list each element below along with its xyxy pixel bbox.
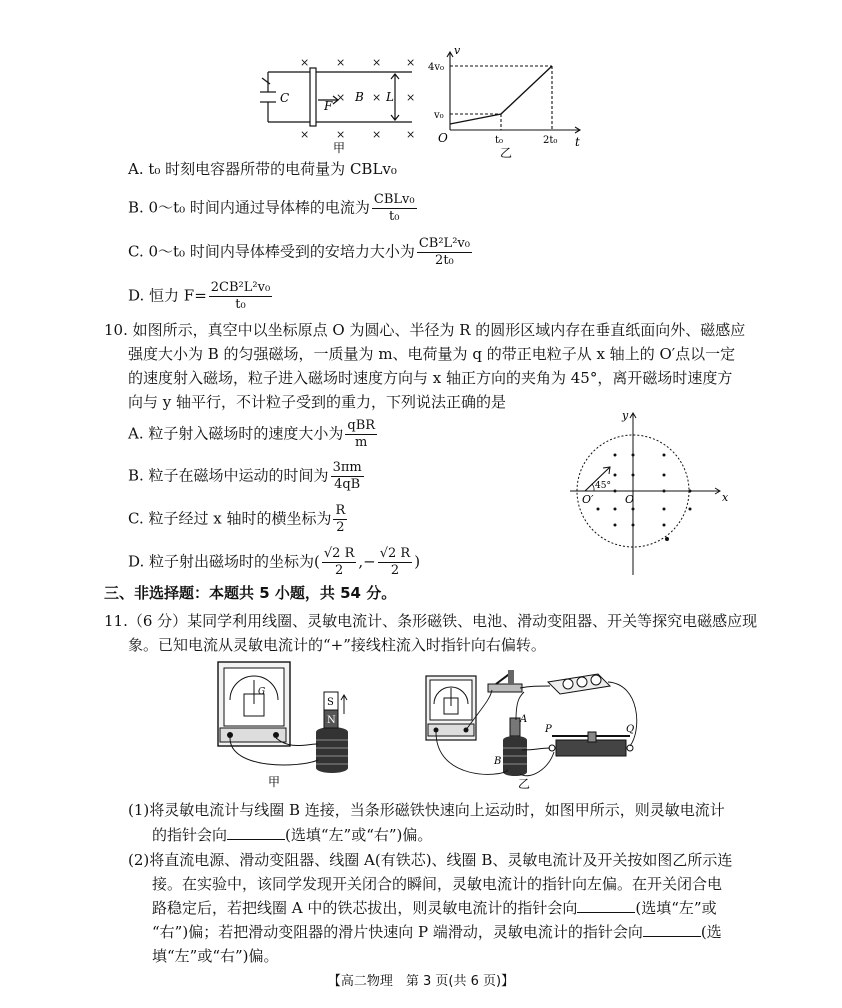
figure-9-yi-graph [447, 52, 580, 133]
label-c: C [280, 91, 290, 105]
frac-numerator: CB²L²v₀ [418, 236, 470, 251]
coil-a-label: A [520, 714, 528, 725]
q9-option-c-text: C. 0～t₀ 时间内导体棒受到的安培力大小为 [128, 242, 415, 261]
q10-option-a-fraction [345, 418, 377, 451]
frac-numerator: 2CB²L²v₀ [210, 280, 271, 295]
section-3-heading: 三、非选择题：本题共 5 小题，共 54 分。 [104, 584, 397, 602]
frac-denominator: m [355, 435, 368, 450]
frac-numerator: CBLv₀ [373, 192, 415, 207]
q11-part2-answer-blank-2[interactable] [643, 922, 701, 937]
q11-part1-text: 的指针会向 [152, 826, 228, 844]
q11-part2-line1: (2)将直流电源、滑动变阻器、线圈 A(有铁芯)、线圈 B、灵敏电流计及开关按如图乙所示连 [128, 851, 733, 869]
fig10-o-prime-label: O′ [582, 493, 594, 506]
q10-option-d-text: D. 粒子射出磁场时的坐标为( [128, 552, 320, 571]
q11-part1-answer-blank[interactable] [227, 825, 285, 840]
frac-numerator: √2 R [379, 546, 411, 561]
q10-option-a [128, 418, 379, 451]
fig11-yi-caption: 乙 [518, 777, 531, 790]
battery [548, 674, 610, 694]
q10-option-c-text: C. 粒子经过 x 轴时的横坐标为 [128, 509, 332, 528]
tick-4v0: 4v₀ [428, 62, 445, 73]
frac-numerator: 3πm [332, 460, 362, 475]
q11-part1-line1: (1)将灵敏电流计与线圈 B 连接，当条形磁铁快速向上运动时，如图甲所示，则灵敏电流计 [128, 801, 725, 819]
q10-stem-line4: 向与 y 轴平行，不计粒子受到的重力，下列说法正确的是 [128, 393, 507, 411]
figure-9-circuit-and-graph [0, 0, 842, 160]
q9-option-b-text: B. 0～t₀ 时间内通过导体棒的电流为 [128, 198, 370, 217]
q11-part2-line4 [152, 922, 722, 942]
q10-option-d-close: ) [414, 552, 421, 571]
frac-denominator: t₀ [235, 297, 246, 312]
caption-yi: 乙 [500, 146, 513, 160]
frac-denominator: 4qB [334, 477, 361, 492]
fig10-origin-label: O [625, 493, 635, 506]
q11-part2-line3 [152, 898, 717, 918]
q9-option-b-fraction [372, 192, 417, 225]
page-footer: 【高二物理 第 3 页(共 6 页)】 [327, 974, 515, 989]
axis-v: v [454, 44, 461, 57]
q9-option-d-text: D. 恒力 F= [128, 286, 207, 305]
svg-text:×: × [300, 128, 310, 141]
q10-option-d-fraction-1 [322, 546, 356, 579]
svg-text:×: × [372, 56, 382, 69]
frac-denominator: 2t₀ [435, 253, 454, 268]
switch [488, 670, 522, 692]
frac-denominator: 2 [390, 563, 400, 578]
field-dots [597, 454, 692, 542]
fig11-jia-caption: 甲 [268, 775, 281, 789]
svg-text:×: × [406, 56, 416, 69]
label-b: B [355, 90, 364, 104]
q10-option-d [128, 546, 420, 579]
q9-option-b [128, 192, 419, 225]
q10-option-c [128, 503, 349, 536]
q11-part2-answer-blank-1[interactable] [577, 898, 635, 913]
coil-b-label: B [494, 756, 502, 767]
figure-11-yi [420, 660, 660, 790]
q10-option-d-sep: ,− [358, 552, 376, 571]
q10-option-b-text: B. 粒子在磁场中运动的时间为 [128, 466, 329, 485]
figure-11-jia [210, 660, 370, 790]
galvanometer-g-label: G [258, 687, 266, 697]
axis-t: t [575, 135, 580, 149]
frac-numerator: √2 R [323, 546, 355, 561]
rheostat [549, 732, 633, 756]
q11-part2-text-b: “右”)偏；若把滑动变阻器的滑片快速向 P 端滑动，灵敏电流计的指针会向 [152, 923, 643, 941]
rheostat-q-label: Q [626, 724, 635, 735]
q10-stem-line1: 10. 如图所示，真空中以坐标原点 O 为圆心、半径为 R 的圆形区域内存在垂直纸面向外、磁感应 [104, 321, 746, 339]
fig10-angle-label: 45° [595, 481, 611, 491]
svg-text:×: × [372, 128, 382, 141]
q10-option-a-text: A. 粒子射入磁场时的速度大小为 [128, 424, 344, 443]
q9-option-a: A. t₀ 时刻电容器所带的电荷量为 CBLv₀ [128, 160, 397, 178]
svg-text:×: × [406, 128, 416, 141]
coil-b-jia [316, 727, 348, 773]
q10-option-d-fraction-2 [378, 546, 412, 579]
fig10-x-label: x [722, 491, 729, 504]
rheostat-p-label: P [545, 724, 552, 735]
caption-jia: 甲 [333, 141, 346, 155]
q11-part2-line2: 接。在实验中，该同学发现开关闭合的瞬间，灵敏电流计的指针向左偏。在开关闭合电 [152, 875, 723, 893]
coil-a-and-b [503, 718, 527, 776]
svg-text:×: × [300, 56, 310, 69]
svg-text:×: × [406, 91, 416, 104]
frac-denominator: t₀ [389, 209, 400, 224]
frac-numerator: qBR [347, 418, 376, 433]
bar-magnet [324, 692, 347, 728]
q11-part2-hint-b: (选 [700, 923, 722, 941]
fig10-y-label: y [622, 409, 629, 422]
label-f: F [324, 99, 333, 113]
q9-option-c [128, 236, 474, 269]
q10-option-b-fraction [331, 460, 364, 493]
frac-denominator: 2 [336, 520, 345, 535]
svg-text:×: × [336, 91, 346, 104]
q11-part1-hint: (选填“左”或“右”)偏。 [285, 826, 433, 844]
tick-2t0: 2t₀ [543, 135, 558, 146]
figure-10-magnetic-field-circle [570, 405, 740, 585]
q11-part2-hint-a: (选填“左”或 [635, 899, 717, 917]
svg-text:×: × [372, 91, 382, 104]
q11-part2-text-a: 路稳定后，若把线圈 A 中的铁芯拔出，则灵敏电流计的指针会向 [152, 899, 578, 917]
magnet-n-label: N [327, 715, 336, 726]
magnet-s-label: S [327, 697, 334, 708]
q9-option-d [128, 280, 274, 313]
q10-stem-line3: 的速度射入磁场，粒子进入磁场时速度方向与 x 轴正方向的夹角为 45°，离开磁场时速度方 [128, 369, 733, 387]
q11-stem-line2: 象。已知电流从灵敏电流计的“+”接线柱流入时指针向右偏转。 [128, 636, 546, 654]
frac-numerator: R [335, 503, 346, 518]
q10-option-c-fraction [333, 503, 347, 536]
origin-o: O [438, 131, 448, 145]
label-l: L [386, 90, 394, 104]
q9-option-d-fraction [209, 280, 272, 313]
q10-option-b [128, 460, 366, 493]
q11-part2-line5: 填“左”或“右”)偏。 [152, 947, 279, 965]
q9-option-c-fraction [417, 236, 472, 269]
svg-text:×: × [336, 128, 346, 141]
svg-text:×: × [336, 56, 346, 69]
tick-v0: v₀ [434, 110, 444, 121]
q10-stem-line2: 强度大小为 B 的匀强磁场，一质量为 m、电荷量为 q 的带正电粒子从 x 轴上的 O′点以一定 [128, 345, 736, 363]
frac-denominator: 2 [334, 563, 344, 578]
tick-t0: t₀ [495, 135, 504, 146]
q11-part1-line2 [152, 825, 432, 845]
q11-stem-line1: 11.（6 分）某同学利用线圈、灵敏电流计、条形磁铁、电池、滑动变阻器、开关等探究电磁感应现 [104, 612, 758, 630]
